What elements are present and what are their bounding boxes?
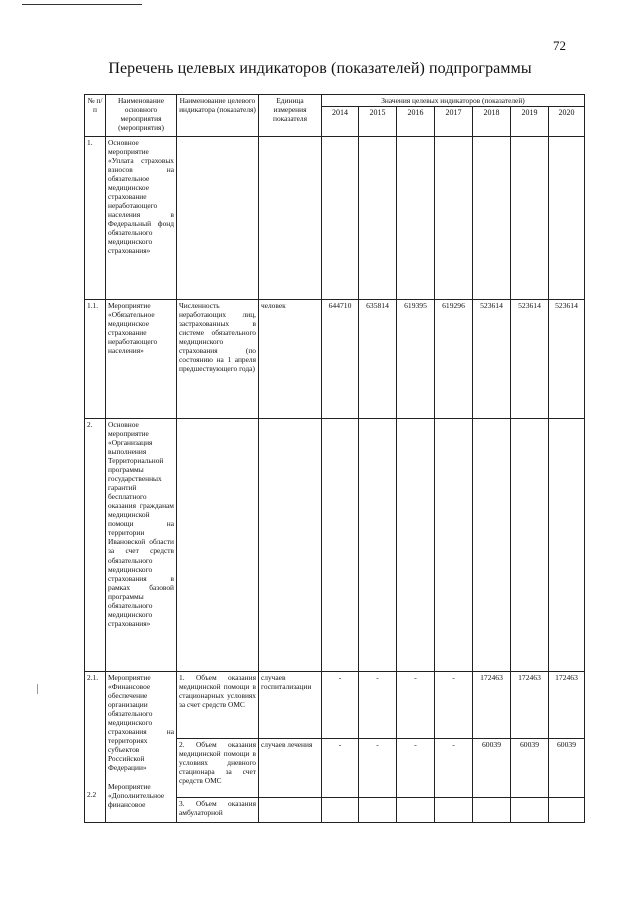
value-cell: 172463 xyxy=(511,672,549,739)
value-cell xyxy=(473,137,511,300)
value-cell xyxy=(359,798,397,823)
row-indicator: Численность неработающих лиц, застрахованных в системе обязательного медицинского страхования (по состоянию на 1 апреля предшествующего года) xyxy=(177,300,259,419)
table-row xyxy=(85,137,585,300)
row-unit xyxy=(259,798,322,823)
value-cell: 619296 xyxy=(435,300,473,419)
value-cell: 60039 xyxy=(549,739,585,798)
value-cell xyxy=(511,419,549,672)
value-cell xyxy=(397,798,435,823)
indicators-table xyxy=(84,94,585,823)
value-cell xyxy=(359,137,397,300)
row-unit: случаев лечения xyxy=(259,739,322,798)
table-row xyxy=(85,419,585,672)
value-cell xyxy=(435,137,473,300)
value-cell xyxy=(322,419,359,672)
row-indicator: 1. Объем оказания медицинской помощи в стационарных условиях за счет средств ОМС xyxy=(177,672,259,739)
value-cell: - xyxy=(397,672,435,739)
value-cell xyxy=(511,798,549,823)
header-year: 2017 xyxy=(435,107,473,137)
value-cell: - xyxy=(435,672,473,739)
page-number: 72 xyxy=(553,38,566,53)
header-num: № п/п xyxy=(85,95,106,137)
value-cell: - xyxy=(397,739,435,798)
value-cell xyxy=(549,798,585,823)
row-num-2-1: 2.1. xyxy=(87,673,99,683)
value-cell xyxy=(511,137,549,300)
row-indicator: 2. Объем оказания медицинской помощи в условиях дневного стационара за счет средств ОМС xyxy=(177,739,259,798)
scan-border-line xyxy=(22,4,142,5)
row-event: Основное мероприятие «Уплата страховых взносов на обязательное медицинское страхование неработающего населения в Федеральный фонд обязательного медицинского страхования» xyxy=(106,137,177,300)
header-values-group: Значения целевых индикаторов (показателей) xyxy=(322,95,585,107)
value-cell xyxy=(322,798,359,823)
row-num-2-2: 2.2 xyxy=(87,790,97,800)
header-unit: Единица измерения показателя xyxy=(259,95,322,137)
header-year: 2015 xyxy=(359,107,397,137)
row-num: 1.1. xyxy=(85,300,106,419)
value-cell xyxy=(549,137,585,300)
header-year: 2014 xyxy=(322,107,359,137)
header-year: 2020 xyxy=(549,107,585,137)
table-row xyxy=(85,672,585,739)
value-cell: 60039 xyxy=(473,739,511,798)
value-cell: 523614 xyxy=(511,300,549,419)
header-year: 2019 xyxy=(511,107,549,137)
table-row xyxy=(85,300,585,419)
value-cell: 172463 xyxy=(549,672,585,739)
value-cell: 172463 xyxy=(473,672,511,739)
row-event: Мероприятие «Обязательное медицинское страхование неработающего населения» xyxy=(106,300,177,419)
value-cell xyxy=(435,798,473,823)
row-indicator xyxy=(177,137,259,300)
page-title: Перечень целевых индикаторов (показателей) подпрограммы xyxy=(108,60,532,77)
row-unit: человек xyxy=(259,300,322,419)
header-indicator: Наименование целевого индикатора (показателя) xyxy=(177,95,259,137)
value-cell xyxy=(435,419,473,672)
header-year: 2018 xyxy=(473,107,511,137)
header-row-1 xyxy=(85,95,585,107)
value-cell xyxy=(473,798,511,823)
value-cell xyxy=(359,419,397,672)
value-cell: - xyxy=(322,739,359,798)
value-cell: 60039 xyxy=(511,739,549,798)
value-cell: - xyxy=(435,739,473,798)
row-num xyxy=(85,672,106,823)
scan-mark xyxy=(37,684,38,694)
row-unit xyxy=(259,137,322,300)
value-cell: 644710 xyxy=(322,300,359,419)
row-indicator xyxy=(177,419,259,672)
value-cell xyxy=(397,419,435,672)
value-cell: - xyxy=(359,672,397,739)
header-event: Наименование основного мероприятия (мероприятия) xyxy=(106,95,177,137)
row-indicator: 3. Объем оказания амбулаторной xyxy=(177,798,259,823)
value-cell: 619395 xyxy=(397,300,435,419)
value-cell: - xyxy=(322,672,359,739)
row-event-2-2: Мероприятие «Дополнительное финансовое xyxy=(108,782,165,810)
row-num: 2. xyxy=(85,419,106,672)
row-event: Основное мероприятие «Организация выполнения Территориальной программы государственных гарантий бесплатного оказания гражданам медицинской помощи на территории Ивановской области за счет средств обязательного медицинского страхования в рамках базовой программы обязательного медицинского страхования» xyxy=(106,419,177,672)
value-cell xyxy=(322,137,359,300)
value-cell: 635814 xyxy=(359,300,397,419)
value-cell: 523614 xyxy=(473,300,511,419)
row-event xyxy=(106,672,177,823)
value-cell xyxy=(397,137,435,300)
value-cell: - xyxy=(359,739,397,798)
row-event-2-1: Мероприятие «Финансовое обеспечение организации обязательного медицинского страхования на территориях субъектов Российской Федерации» xyxy=(108,673,174,773)
value-cell: 523614 xyxy=(549,300,585,419)
row-num: 1. xyxy=(85,137,106,300)
header-year: 2016 xyxy=(397,107,435,137)
value-cell xyxy=(473,419,511,672)
value-cell xyxy=(549,419,585,672)
row-unit xyxy=(259,419,322,672)
row-unit: случаев госпитализации xyxy=(259,672,322,739)
